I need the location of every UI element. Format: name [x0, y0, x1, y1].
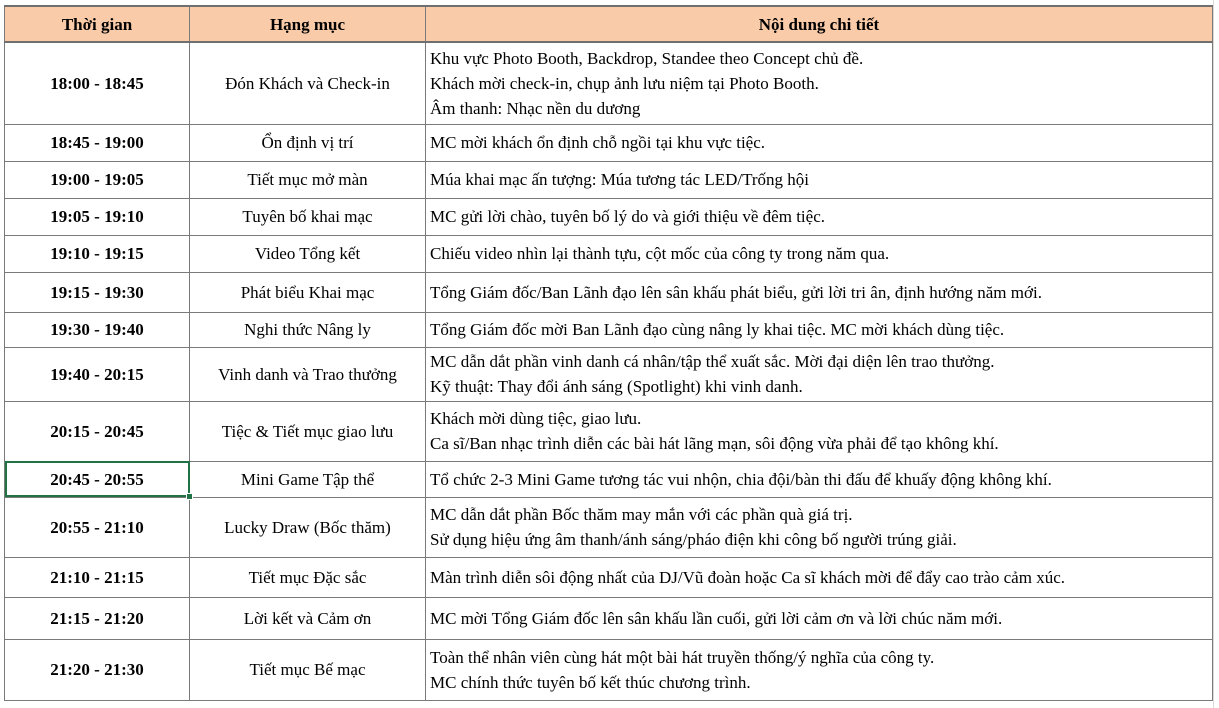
cell-details[interactable] [426, 401, 1213, 461]
cell-time[interactable]: 18:00 - 18:45 [5, 42, 190, 124]
selection-fill-handle[interactable] [186, 493, 193, 500]
cell-details[interactable] [426, 597, 1213, 639]
cell-time[interactable]: 21:15 - 21:20 [5, 597, 190, 639]
detail-line: Chiếu video nhìn lại thành tựu, cột mốc của công ty trong năm qua. [430, 244, 890, 263]
detail-line: Màn trình diễn sôi động nhất của DJ/Vũ đoàn hoặc Ca sĩ khách mời để đẩy cao trào cảm xúc. [430, 567, 1065, 587]
cell-time[interactable]: 19:00 - 19:05 [5, 161, 190, 198]
cell-details[interactable] [426, 42, 1213, 124]
cell-category[interactable]: Vinh danh và Trao thưởng [190, 347, 426, 401]
cell-time[interactable]: 19:10 - 19:15 [5, 235, 190, 272]
cell-details[interactable] [426, 557, 1213, 597]
cell-category[interactable]: Ổn định vị trí [190, 124, 426, 161]
detail-line: Múa khai mạc ấn tượng: Múa tương tác LED/Trống hội [430, 170, 810, 189]
table-row [5, 161, 1213, 198]
cell-details[interactable] [426, 161, 1213, 198]
cell-category[interactable]: Tiệc & Tiết mục giao lưu [190, 401, 426, 461]
detail-line: MC dẫn dắt phần vinh danh cá nhân/tập thể xuất sắc. Mời đại diện lên trao thưởng. [430, 352, 995, 371]
detail-line: Toàn thể nhân viên cùng hát một bài hát truyền thống/ý nghĩa của công ty. [430, 647, 935, 667]
detail-line: MC chính thức tuyên bố kết thúc chương trình. [430, 672, 751, 692]
cell-time[interactable]: 21:20 - 21:30 [5, 639, 190, 700]
detail-line: MC dẫn dắt phần Bốc thăm may mắn với các phần quà giá trị. [430, 505, 853, 524]
cell-time[interactable]: 18:45 - 19:00 [5, 124, 190, 161]
detail-line: Tổ chức 2-3 Mini Game tương tác vui nhộn, chia đội/bàn thi đấu để khuấy động không khí. [430, 469, 1052, 489]
cell-category[interactable]: Tuyên bố khai mạc [190, 198, 426, 235]
cell-category[interactable]: Tiết mục Bế mạc [190, 639, 426, 700]
detail-line: Ca sĩ/Ban nhạc trình diễn các bài hát lãng mạn, sôi động vừa phải để tạo không khí. [430, 434, 999, 453]
cell-category[interactable]: Lời kết và Cảm ơn [190, 597, 426, 639]
cell-details[interactable] [426, 639, 1213, 700]
detail-line: MC mời Tổng Giám đốc lên sân khấu lần cuối, gửi lời cảm ơn và lời chúc năm mới. [430, 608, 1003, 628]
cell-time[interactable]: 19:30 - 19:40 [5, 312, 190, 347]
cell-category[interactable]: Mini Game Tập thể [190, 461, 426, 497]
cell-details[interactable] [426, 461, 1213, 497]
table-row [5, 124, 1213, 161]
header-row [5, 6, 1213, 42]
table-row [5, 198, 1213, 235]
cell-details[interactable] [426, 347, 1213, 401]
table-row [5, 272, 1213, 312]
cell-details[interactable] [426, 312, 1213, 347]
cell-category[interactable]: Tiết mục mở màn [190, 161, 426, 198]
cell-time[interactable]: 21:10 - 21:15 [5, 557, 190, 597]
cell-time[interactable]: 20:15 - 20:45 [5, 401, 190, 461]
cell-details[interactable] [426, 198, 1213, 235]
schedule-table [4, 5, 1213, 701]
cell-details[interactable] [426, 497, 1213, 557]
cell-category[interactable]: Tiết mục Đặc sắc [190, 557, 426, 597]
cell-time[interactable]: 19:40 - 20:15 [5, 347, 190, 401]
cell-category[interactable]: Video Tổng kết [190, 235, 426, 272]
detail-line: Khách mời check-in, chụp ảnh lưu niệm tại Photo Booth. [430, 73, 819, 93]
detail-line: MC gửi lời chào, tuyên bố lý do và giới thiệu về đêm tiệc. [430, 207, 825, 226]
table-row [5, 461, 1213, 497]
table-row [5, 401, 1213, 461]
detail-line: Khu vực Photo Booth, Backdrop, Standee theo Concept chủ đề. [430, 48, 864, 68]
column-gridline [1213, 0, 1214, 708]
table-row [5, 42, 1213, 124]
cell-category[interactable]: Đón Khách và Check-in [190, 42, 426, 124]
header-details[interactable]: Nội dung chi tiết [426, 6, 1213, 42]
detail-line: Khách mời dùng tiệc, giao lưu. [430, 409, 642, 428]
cell-details[interactable] [426, 235, 1213, 272]
table-row [5, 639, 1213, 700]
table-row [5, 235, 1213, 272]
header-category[interactable]: Hạng mục [190, 6, 426, 42]
detail-line: Âm thanh: Nhạc nền du dương [430, 98, 641, 118]
detail-line: Kỹ thuật: Thay đổi ánh sáng (Spotlight) khi vinh danh. [430, 377, 803, 396]
header-time[interactable]: Thời gian [5, 6, 190, 42]
cell-category[interactable]: Lucky Draw (Bốc thăm) [190, 497, 426, 557]
table-row [5, 312, 1213, 347]
detail-line: Tổng Giám đốc/Ban Lãnh đạo lên sân khấu phát biểu, gửi lời tri ân, định hướng năm mới. [430, 282, 1042, 302]
detail-line: Tổng Giám đốc mời Ban Lãnh đạo cùng nâng ly khai tiệc. MC mời khách dùng tiệc. [430, 320, 1005, 339]
cell-time[interactable]: 20:55 - 21:10 [5, 497, 190, 557]
cell-category[interactable]: Phát biểu Khai mạc [190, 272, 426, 312]
cell-category[interactable]: Nghi thức Nâng ly [190, 312, 426, 347]
cell-time[interactable]: 19:05 - 19:10 [5, 198, 190, 235]
table-row [5, 597, 1213, 639]
cell-time[interactable]: 19:15 - 19:30 [5, 272, 190, 312]
table-row [5, 497, 1213, 557]
cell-time[interactable]: 20:45 - 20:55 [5, 461, 190, 497]
cell-details[interactable] [426, 124, 1213, 161]
table-row [5, 347, 1213, 401]
table-row [5, 557, 1213, 597]
detail-line: MC mời khách ổn định chỗ ngồi tại khu vực tiệc. [430, 133, 766, 152]
cell-details[interactable] [426, 272, 1213, 312]
detail-line: Sử dụng hiệu ứng âm thanh/ánh sáng/pháo điện khi công bố người trúng giải. [430, 530, 957, 549]
